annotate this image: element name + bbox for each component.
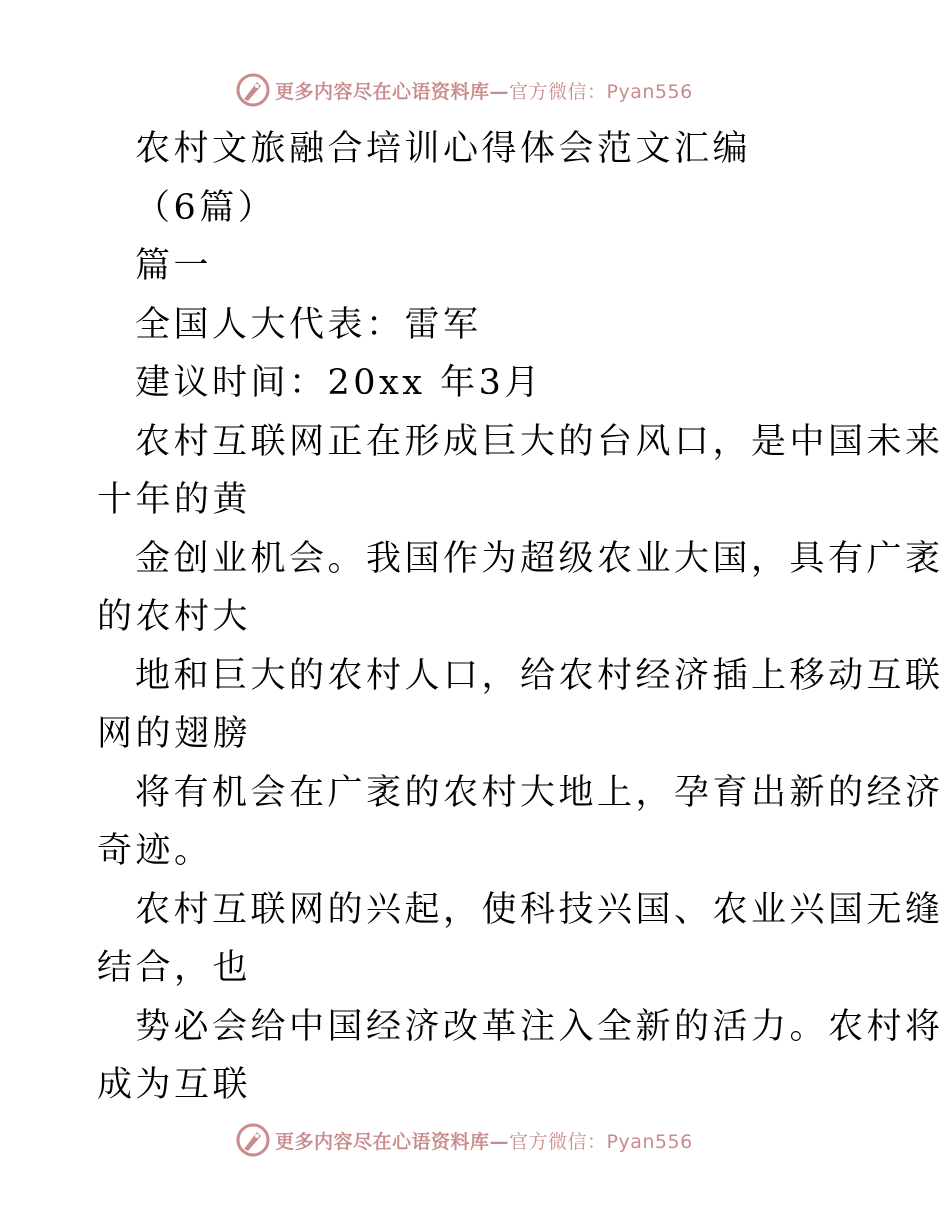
text-line: 金创业机会。我国作为超级农业大国，具有广袤 (135, 538, 944, 579)
banner-text (275, 77, 693, 104)
document-body (97, 120, 944, 1115)
text-line: 奇迹。 (97, 831, 213, 871)
footer-banner[interactable] (235, 1120, 693, 1160)
text-line: 结合，也 (97, 948, 252, 988)
document-title: 农村文旅融合培训心得体会范文汇编 (135, 129, 752, 169)
pen-nib-circle-icon (235, 72, 271, 108)
banner-wechat-id: Pyan556 (606, 80, 693, 103)
text-line: 农村互联网正在形成巨大的台风口，是中国未来 (135, 421, 944, 462)
banner-wechat-id: Pyan556 (606, 1130, 693, 1153)
banner-dash: — (489, 80, 510, 103)
text-line: 的农村大 (97, 597, 252, 637)
document-subtitle: （6篇） (135, 187, 277, 228)
text-line: 网的翅膀 (97, 714, 252, 754)
pen-nib-circle-icon (235, 1122, 271, 1158)
banner-text (275, 1127, 693, 1154)
text-line: 将有机会在广袤的农村大地上，孕育出新的经济 (135, 772, 944, 813)
text-line: 地和巨大的农村人口，给农村经济插上移动互联 (135, 655, 944, 696)
banner-dash: — (489, 1130, 510, 1153)
text-line: 势必会给中国经济改革注入全新的活力。农村将 (135, 1006, 944, 1047)
banner-wechat-label: 官方微信： (509, 1130, 607, 1153)
text-line: 全国人大代表：雷军 (135, 304, 482, 345)
text-line: 成为互联 (97, 1065, 252, 1105)
text-line: 建议时间：20xx 年3月 (135, 363, 543, 403)
text-line: 十年的黄 (97, 480, 252, 520)
banner-main-text: 更多内容尽在心语资料库 (275, 80, 490, 103)
banner-main-text: 更多内容尽在心语资料库 (275, 1130, 490, 1153)
section-heading: 篇一 (135, 246, 213, 286)
text-line: 农村互联网的兴起，使科技兴国、农业兴国无缝 (135, 889, 944, 930)
banner-wechat-label: 官方微信： (509, 80, 607, 103)
header-banner[interactable] (235, 70, 693, 110)
